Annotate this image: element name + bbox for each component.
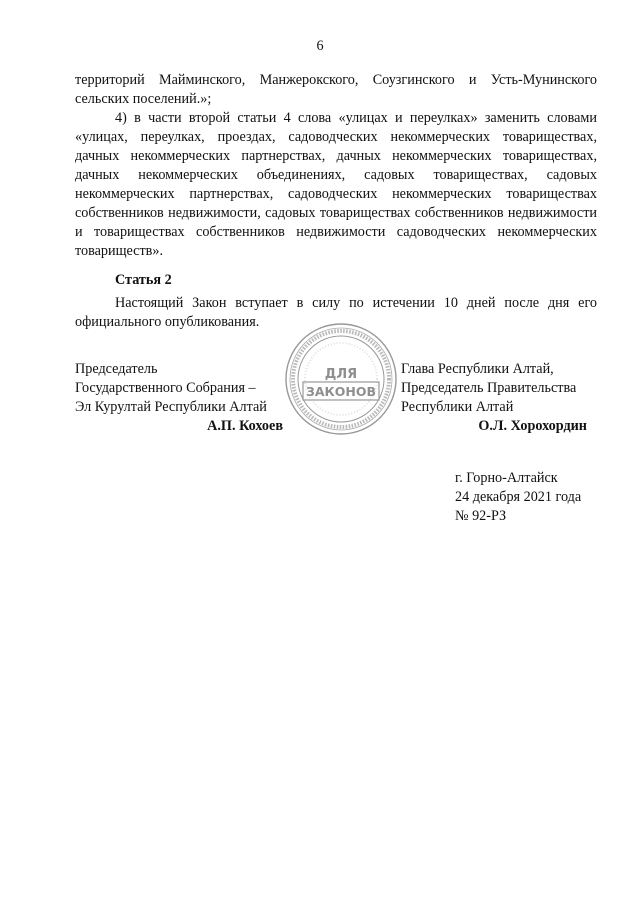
signature-left-name: А.П. Кохоев xyxy=(207,418,283,434)
document-date: 24 декабря 2021 года xyxy=(455,489,582,505)
document-body xyxy=(75,71,597,332)
signature-right-name: О.Л. Хорохордин xyxy=(478,418,587,434)
article-2-text: Настоящий Закон вступает в силу по истечении 10 дней после дня его официального опубликования. xyxy=(75,295,597,330)
signature-left-title-2: Государственного Собрания – xyxy=(75,380,256,396)
document-city: г. Горно-Алтайск xyxy=(455,470,558,486)
page-number: 6 xyxy=(316,38,324,54)
document-number: № 92-РЗ xyxy=(455,508,507,524)
signature-right-title-1: Глава Республики Алтай, xyxy=(401,361,554,377)
official-seal xyxy=(284,322,398,436)
paragraph-continuation: территорий Майминского, Манжерокского, Соузгинского и Усть-Мунинского сельских поселений.»; xyxy=(75,72,597,107)
signature-block-right xyxy=(401,360,601,436)
signature-block-left xyxy=(75,360,295,436)
seal-text-top: ДЛЯ xyxy=(324,367,358,382)
signature-right-title-3: Республики Алтай xyxy=(401,399,514,415)
signature-right-title-2: Председатель Правительства xyxy=(401,380,577,396)
article-2-heading: Статья 2 xyxy=(115,272,172,288)
document-place-date-number xyxy=(455,469,625,526)
seal-text-bottom: ЗАКОНОВ xyxy=(305,384,377,399)
signature-left-title-1: Председатель xyxy=(75,361,158,377)
signature-left-title-3: Эл Курултай Республики Алтай xyxy=(75,399,267,415)
paragraph-amendment-4: 4) в части второй статьи 4 слова «улицах и переулках» заменить словами «улицах, переулках, проездах, садоводческих некоммерческих товариществах, дачных некоммерческих партнерствах, дачных некоммерческих товариществах, дачных некоммерческих объединениях, садовых товариществах, садовых некоммерческих партнерствах, садоводческих некоммерческих товариществах собственников недвижимости, садовых товариществах собственников недвижимости и товариществах собственников недвижимости садоводческих некоммерческих товариществ». xyxy=(75,110,597,259)
